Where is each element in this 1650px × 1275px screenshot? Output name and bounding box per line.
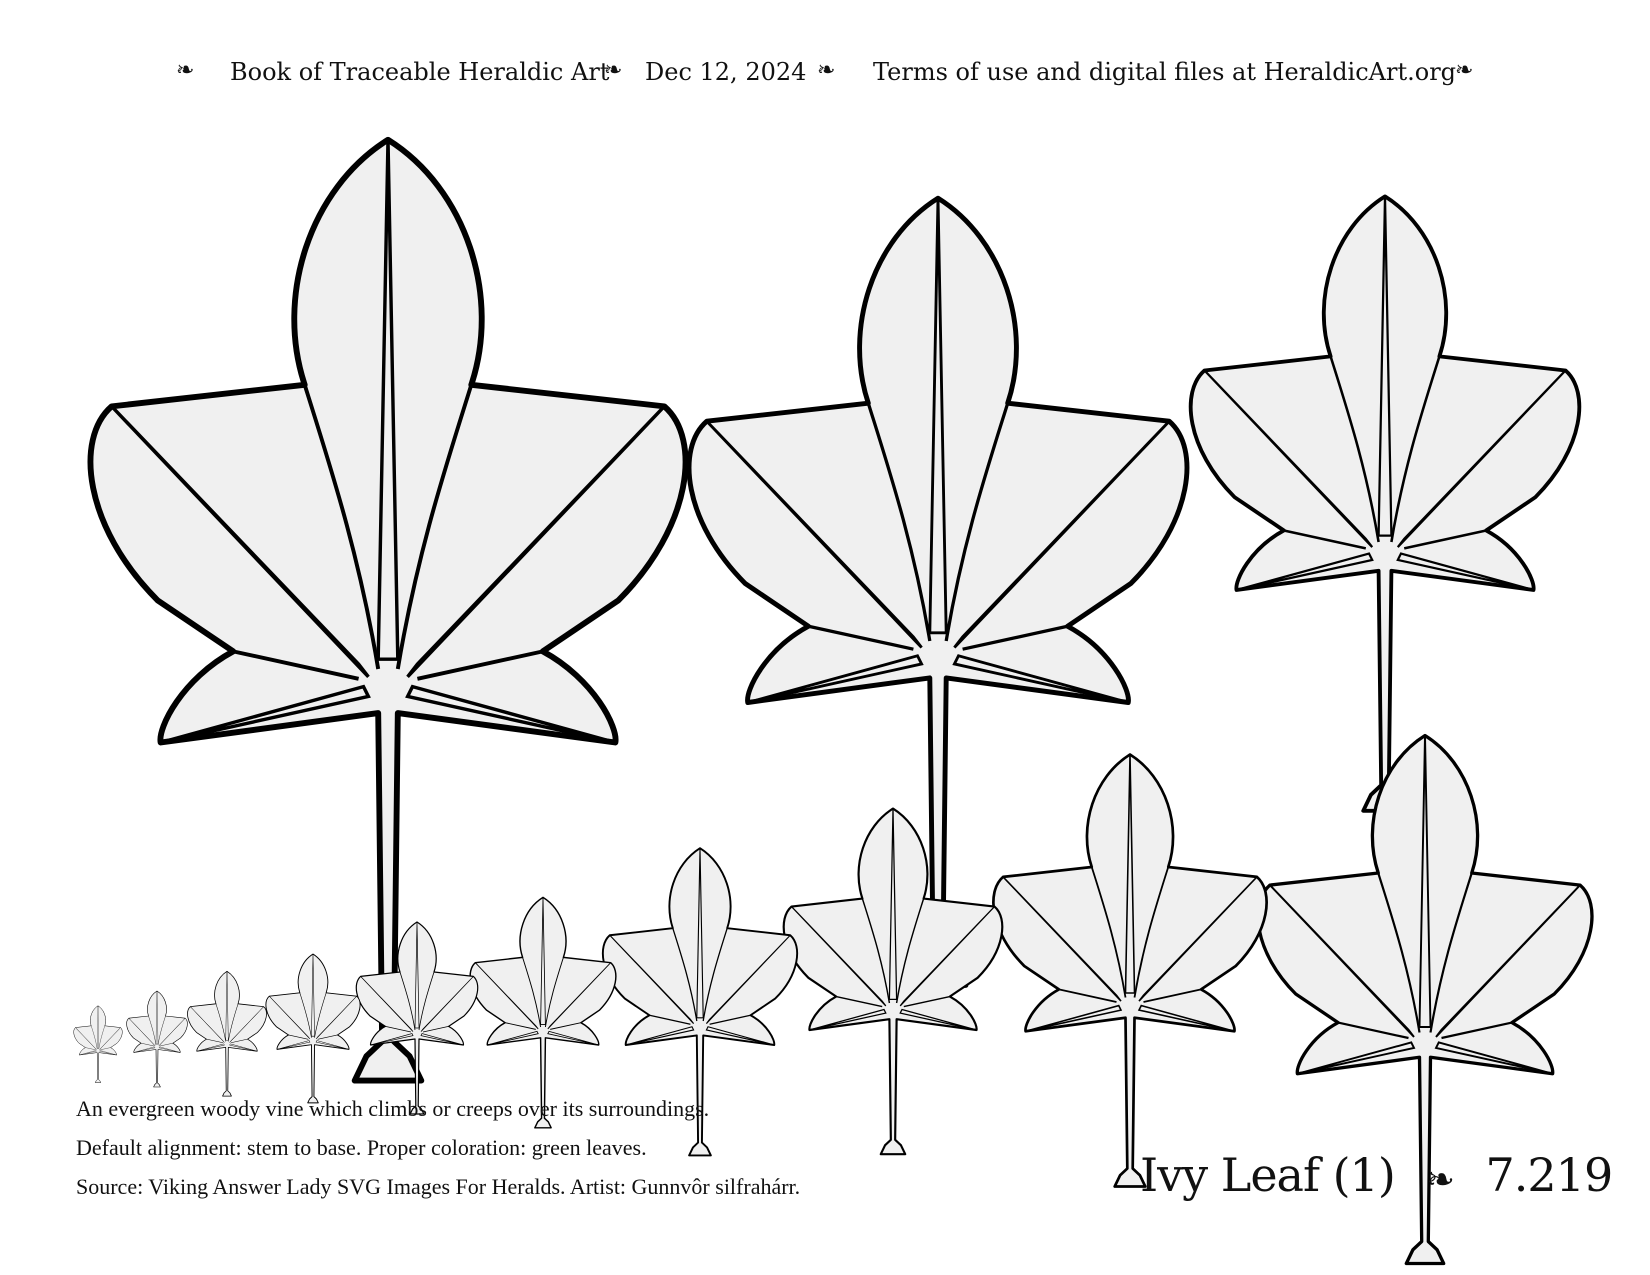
description-line-1: An evergreen woody vine which climbs or creeps over its surroundings. bbox=[76, 1096, 710, 1121]
description-line-3: Source: Viking Answer Lady SVG Images For Heralds. Artist: Gunnvôr silfrahárr. bbox=[76, 1174, 801, 1199]
plate-ornament: ❧ bbox=[1426, 1160, 1454, 1200]
header-terms: Terms of use and digital files at HeraldicArt.org bbox=[873, 58, 1457, 86]
ivy-leaf-icon bbox=[266, 954, 360, 1103]
book-title: Book of Traceable Heraldic Art bbox=[230, 58, 610, 86]
ivy-leaf-icon bbox=[784, 809, 1003, 1155]
plate-number: 7.219 bbox=[1485, 1148, 1613, 1202]
ivy-leaf-icon bbox=[127, 991, 188, 1087]
plate-title bbox=[1140, 1148, 1612, 1202]
ivy-leaf-icon bbox=[1191, 196, 1580, 810]
header-ornament-3: ❧ bbox=[817, 58, 836, 83]
header-ornament-1: ❧ bbox=[176, 58, 195, 83]
plate-name: Ivy Leaf (1) bbox=[1140, 1148, 1395, 1202]
ivy-leaf-icon bbox=[74, 1006, 123, 1083]
ivy-leaf-icon bbox=[188, 971, 267, 1096]
description-line-2: Default alignment: stem to base. Proper coloration: green leaves. bbox=[76, 1135, 647, 1160]
ivy-leaf-icon bbox=[993, 755, 1266, 1187]
header-ornament-4: ❧ bbox=[1455, 58, 1474, 83]
header-date: Dec 12, 2024 bbox=[645, 58, 807, 86]
header-ornament-2: ❧ bbox=[604, 58, 623, 83]
ivy-leaf-icon bbox=[90, 140, 685, 1081]
ivy-leaf-icon bbox=[470, 897, 616, 1127]
ivy-leaf-icon bbox=[356, 922, 477, 1114]
